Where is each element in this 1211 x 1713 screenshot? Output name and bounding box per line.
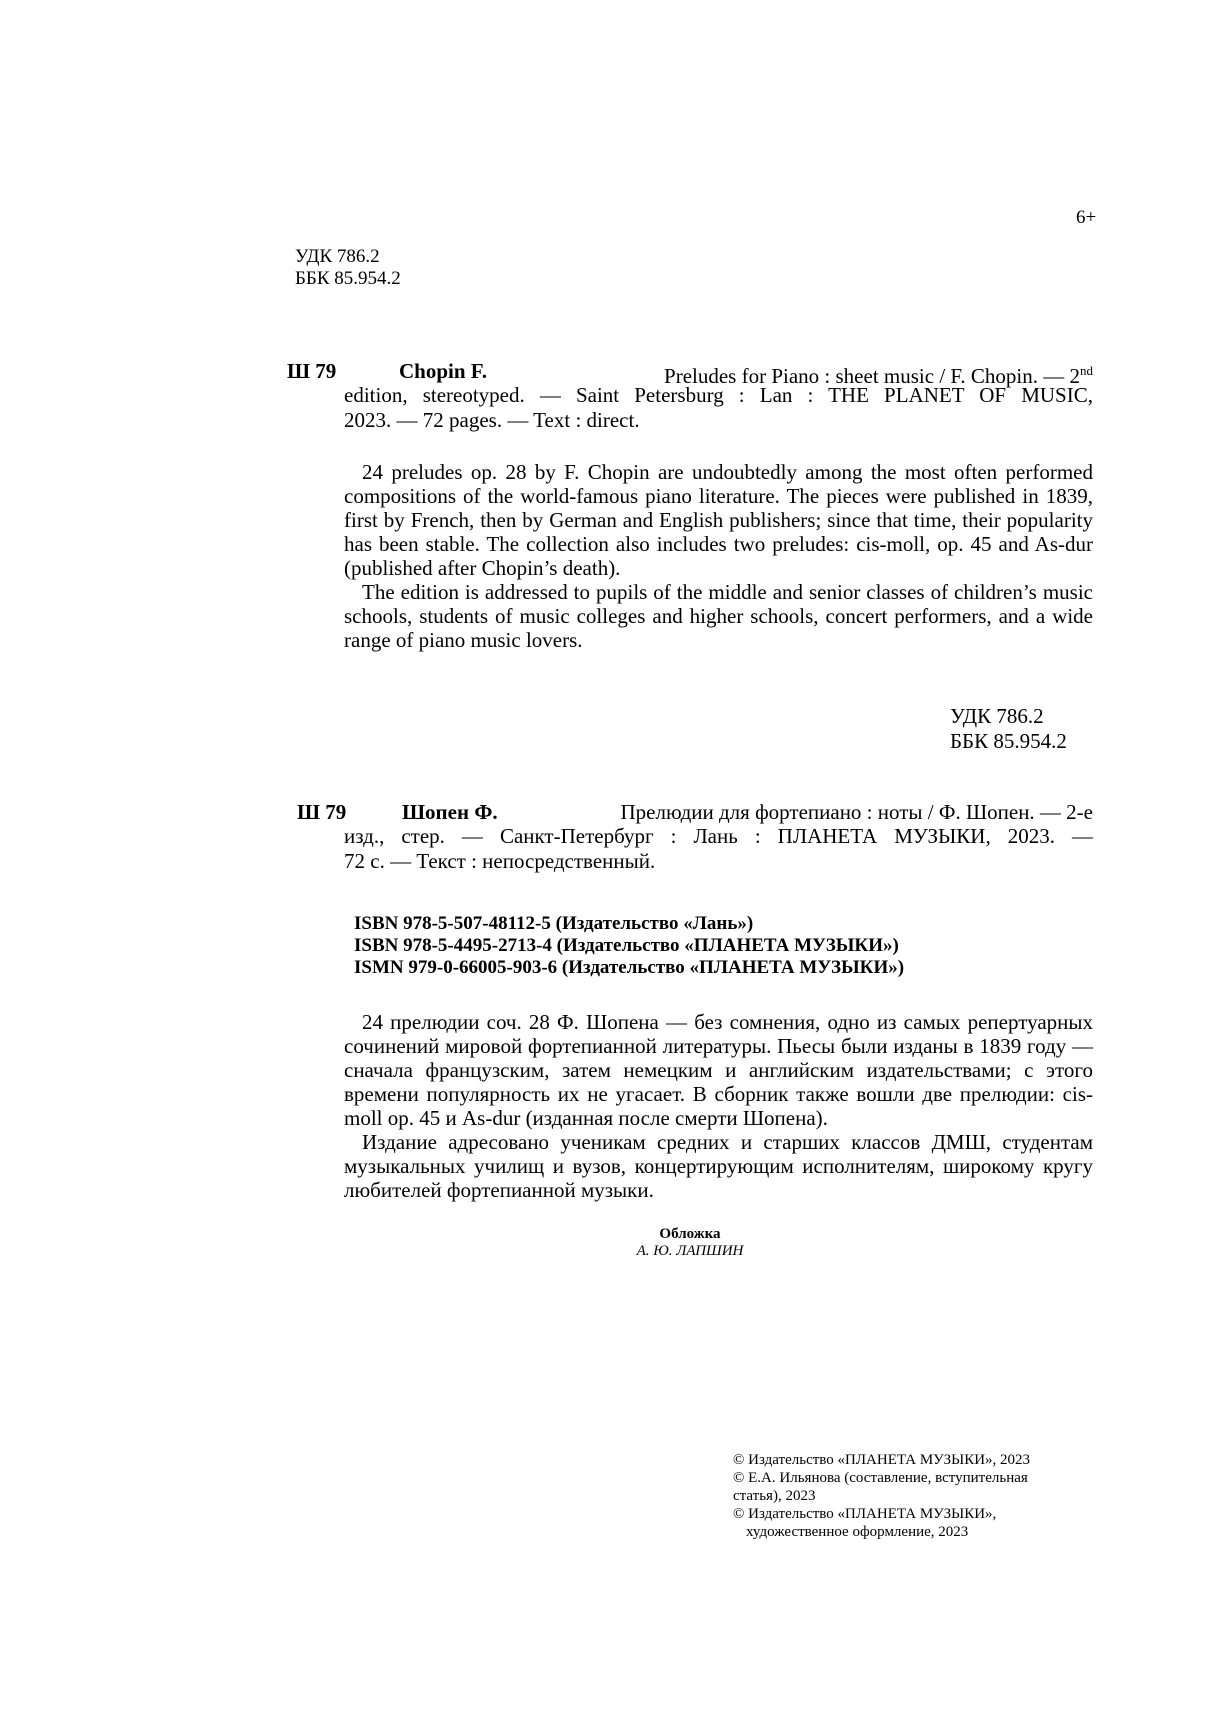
cover-credit <box>560 1226 820 1260</box>
cover-designer: А. Ю. ЛАПШИН <box>636 1243 744 1259</box>
isbn-planet: ISBN 978-5-4495-2713-4 (Издательство «ПЛАНЕТА МУЗЫКИ») <box>354 935 899 956</box>
russian-abstract-paragraph-1: 24 прелюдии соч. 28 Ф. Шопена — без сомнения, одно из самых репертуарных сочинений мировой фортепианной литературы. Пьесы были изданы в 1839 году — сначала французским, затем немецким и английским издательствами; с этого времени популярность их не угасает. В сборник также вошли две прелюдии: cis-moll op. 45 и As-dur (изданная после смерти Шопена). <box>344 1010 1093 1130</box>
edition-superscript: nd <box>1080 363 1093 378</box>
ismn-planet: ISMN 979-0-66005-903-6 (Издательство «ПЛАНЕТА МУЗЫКИ») <box>354 957 905 978</box>
copyright-line-2: © Е.А. Ильянова (составление, вступительная <box>733 1470 1028 1486</box>
copyright-block <box>733 1451 1093 1541</box>
russian-entry-line-3: 72 с. — Текст : непосредственный. <box>344 849 656 873</box>
bbk-code: ББК 85.954.2 <box>295 268 401 289</box>
english-author: Chopin F. <box>399 359 487 383</box>
english-abstract <box>344 460 1093 652</box>
isbn-lan: ISBN 978-5-507-48112-5 (Издательство «Лань») <box>354 913 754 934</box>
russian-entry-line-2: изд., стер. — Санкт-Петербург : Лань : ПЛАНЕТА МУЗЫКИ, 2023. — <box>344 824 1093 848</box>
udk-code: УДК 786.2 <box>295 246 380 267</box>
author-cipher-ru: Ш 79 <box>297 800 347 824</box>
russian-title-line-1: Прелюдии для фортепиано : ноты / Ф. Шопен. — 2-е <box>620 800 1093 824</box>
english-entry-line-2: edition, stereotyped. — Saint Petersburg : Lan : THE PLANET OF MUSIC, <box>344 383 1093 407</box>
identifier-block <box>354 913 904 979</box>
russian-bibliographic-entry <box>402 800 1093 824</box>
author-cipher: Ш 79 <box>287 359 337 383</box>
age-rating: 6+ <box>1076 207 1097 228</box>
english-entry-line-3: 2023. — 72 pages. — Text : direct. <box>344 408 640 432</box>
english-abstract-paragraph-2: The edition is addressed to pupils of the middle and senior classes of children’s music schools, students of music colleges and higher schools, concert performers, and a wide range of piano music lovers. <box>344 580 1093 652</box>
english-abstract-paragraph-1: 24 preludes op. 28 by F. Chopin are undoubtedly among the most often performed compositions of the world-famous piano literature. The pieces were published in 1839, first by French, then by German and English publishers; since that time, their popularity has been stable. The collection also includes two preludes: cis-moll, op. 45 and As-dur (published after Chopin’s death). <box>344 460 1093 580</box>
udk-code-right: УДК 786.2 <box>950 704 1044 728</box>
russian-abstract <box>344 1010 1093 1202</box>
copyright-line-5: художественное оформление, 2023 <box>746 1524 969 1540</box>
copyright-line-3: статья), 2023 <box>733 1488 816 1504</box>
russian-author: Шопен Ф. <box>402 800 498 824</box>
bbk-code-right: ББК 85.954.2 <box>950 729 1067 753</box>
copyright-line-1: © Издательство «ПЛАНЕТА МУЗЫКИ», 2023 <box>733 1452 1031 1468</box>
russian-abstract-paragraph-2: Издание адресовано ученикам средних и старших классов ДМШ, студентам музыкальных училищ и вузов, концертирующим исполнителям, широкому кругу любителей фортепианной музыки. <box>344 1130 1093 1202</box>
english-title-line-1: Preludes for Piano : sheet music / F. Chopin. — 2 <box>664 364 1080 388</box>
copyright-line-4: © Издательство «ПЛАНЕТА МУЗЫКИ», <box>733 1506 997 1522</box>
cover-label: Обложка <box>659 1226 721 1242</box>
